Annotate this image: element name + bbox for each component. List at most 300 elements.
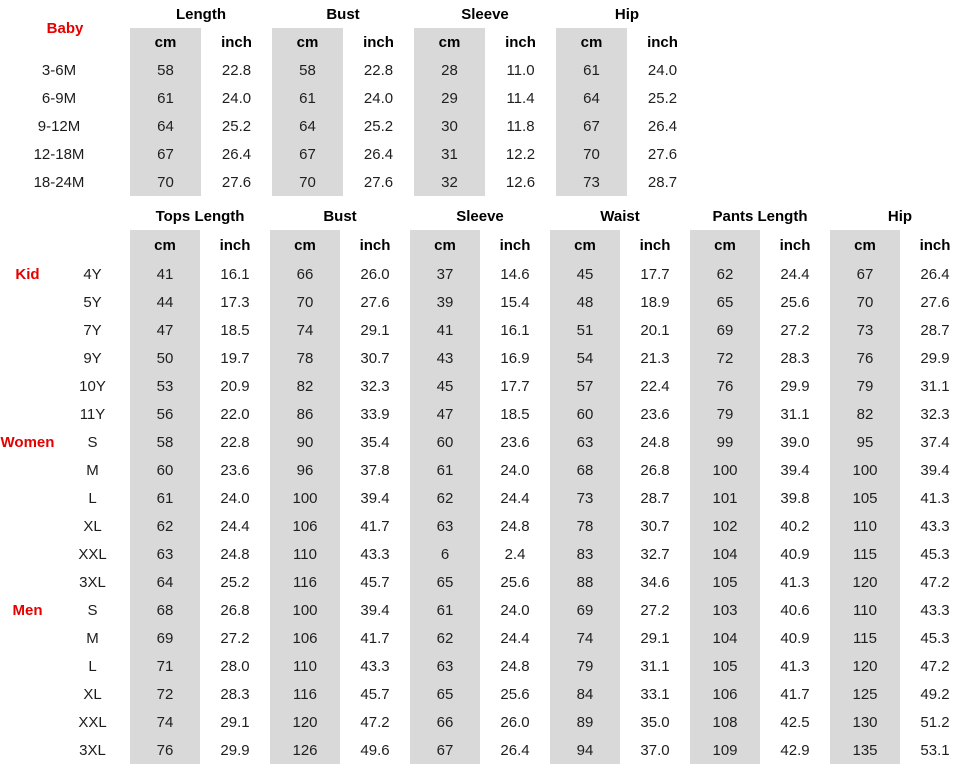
size-cell: L — [88, 657, 97, 675]
value-cell: 69 — [130, 624, 200, 652]
value-cell: 25.2 — [363, 117, 394, 135]
unit-header: cm — [414, 28, 485, 56]
table-row — [0, 344, 970, 372]
value-cell: 47.2 — [920, 657, 950, 675]
value-cell: 41.3 — [780, 657, 810, 675]
value-cell: 115 — [830, 624, 900, 652]
value-cell: 44 — [130, 288, 200, 316]
value-cell: 60 — [410, 428, 480, 456]
value-cell: 82 — [270, 372, 340, 400]
value-cell: 20.1 — [640, 321, 670, 339]
value-cell: 61 — [410, 596, 480, 624]
value-cell: 26.4 — [363, 145, 394, 163]
value-cell: 64 — [556, 84, 627, 112]
value-cell: 16.1 — [220, 265, 250, 283]
value-cell: 17.3 — [220, 293, 250, 311]
value-cell: 100 — [270, 596, 340, 624]
table-row — [0, 316, 970, 344]
value-cell: 67 — [830, 260, 900, 288]
value-cell: 41 — [130, 260, 200, 288]
value-cell: 135 — [830, 736, 900, 764]
value-cell: 104 — [690, 540, 760, 568]
category-cell — [0, 484, 55, 512]
value-cell: 28.7 — [640, 489, 670, 507]
value-cell: 17.7 — [640, 265, 670, 283]
value-cell: 116 — [270, 568, 340, 596]
size-cell: 9-12M — [37, 117, 81, 135]
value-cell: 57 — [550, 372, 620, 400]
category-cell: Kid — [15, 265, 40, 283]
value-cell: 31.1 — [920, 377, 950, 395]
category-cell: Women — [0, 433, 55, 451]
value-cell: 27.2 — [640, 601, 670, 619]
value-cell: 30.7 — [640, 517, 670, 535]
value-cell: 49.2 — [920, 685, 950, 703]
unit-header: inch — [647, 33, 678, 51]
value-cell: 41.7 — [360, 629, 390, 647]
value-cell: 62 — [410, 484, 480, 512]
value-cell: 68 — [550, 456, 620, 484]
category-cell: Men — [12, 601, 43, 619]
value-cell: 104 — [690, 624, 760, 652]
value-cell: 26.8 — [220, 601, 250, 619]
value-cell: 22.8 — [220, 433, 250, 451]
value-cell: 120 — [270, 708, 340, 736]
size-cell: 10Y — [79, 377, 106, 395]
value-cell: 64 — [130, 568, 200, 596]
size-cell: 6-9M — [41, 89, 77, 107]
value-cell: 74 — [130, 708, 200, 736]
table-row — [0, 624, 970, 652]
table-row — [0, 400, 970, 428]
unit-header: cm — [690, 230, 760, 260]
measure-header: Waist — [550, 202, 690, 230]
value-cell: 30 — [414, 112, 485, 140]
value-cell: 58 — [130, 56, 201, 84]
value-cell: 110 — [830, 512, 900, 540]
category-cell — [0, 512, 55, 540]
value-cell: 31.1 — [640, 657, 670, 675]
value-cell: 27.6 — [647, 145, 678, 163]
value-cell: 83 — [550, 540, 620, 568]
value-cell: 67 — [556, 112, 627, 140]
value-cell: 18.5 — [220, 321, 250, 339]
value-cell: 66 — [410, 708, 480, 736]
category-cell — [0, 372, 55, 400]
value-cell: 39 — [410, 288, 480, 316]
size-cell: 3-6M — [41, 61, 77, 79]
value-cell: 89 — [550, 708, 620, 736]
size-cell: XXL — [78, 713, 107, 731]
value-cell: 94 — [550, 736, 620, 764]
value-cell: 24.0 — [500, 461, 530, 479]
unit-header: inch — [919, 236, 951, 254]
value-cell: 39.4 — [360, 601, 390, 619]
value-cell: 37.4 — [920, 433, 950, 451]
value-cell: 74 — [270, 316, 340, 344]
unit-header: cm — [830, 230, 900, 260]
value-cell: 28 — [414, 56, 485, 84]
value-cell: 79 — [550, 652, 620, 680]
value-cell: 76 — [130, 736, 200, 764]
table-row — [0, 456, 970, 484]
value-cell: 72 — [690, 344, 760, 372]
unit-header: inch — [779, 236, 811, 254]
value-cell: 110 — [270, 540, 340, 568]
value-cell: 110 — [830, 596, 900, 624]
category-cell — [0, 652, 55, 680]
table-row — [0, 568, 970, 596]
size-cell: 9Y — [83, 349, 102, 367]
value-cell: 61 — [130, 84, 201, 112]
kid-women-men-size-table — [0, 202, 970, 764]
value-cell: 66 — [270, 260, 340, 288]
unit-header: inch — [639, 236, 671, 254]
unit-header: cm — [130, 230, 200, 260]
value-cell: 120 — [830, 568, 900, 596]
value-cell: 63 — [410, 652, 480, 680]
value-cell: 33.1 — [640, 685, 670, 703]
value-cell: 67 — [410, 736, 480, 764]
value-cell: 45.3 — [920, 545, 950, 563]
unit-header: inch — [359, 236, 391, 254]
size-cell: S — [87, 433, 98, 451]
value-cell: 28.3 — [220, 685, 250, 703]
table-row — [0, 428, 970, 456]
value-cell: 25.2 — [220, 573, 250, 591]
value-cell: 45.3 — [920, 629, 950, 647]
value-cell: 35.4 — [360, 433, 390, 451]
value-cell: 29.1 — [220, 713, 250, 731]
value-cell: 63 — [550, 428, 620, 456]
value-cell: 11.0 — [506, 61, 535, 79]
value-cell: 40.2 — [780, 517, 810, 535]
value-cell: 58 — [130, 428, 200, 456]
value-cell: 24.8 — [640, 433, 670, 451]
value-cell: 90 — [270, 428, 340, 456]
value-cell: 70 — [830, 288, 900, 316]
value-cell: 28.7 — [920, 321, 950, 339]
value-cell: 106 — [690, 680, 760, 708]
size-cell: XXL — [78, 545, 107, 563]
value-cell: 54 — [550, 344, 620, 372]
value-cell: 43.3 — [920, 517, 950, 535]
value-cell: 120 — [830, 652, 900, 680]
value-cell: 53.1 — [920, 741, 950, 759]
unit-header: inch — [363, 33, 394, 51]
value-cell: 88 — [550, 568, 620, 596]
size-cell: L — [88, 489, 97, 507]
value-cell: 11.8 — [506, 117, 535, 135]
value-cell: 65 — [690, 288, 760, 316]
value-cell: 70 — [270, 288, 340, 316]
value-cell: 32 — [414, 168, 485, 196]
value-cell: 31.1 — [780, 405, 810, 423]
value-cell: 29.9 — [920, 349, 950, 367]
value-cell: 43.3 — [360, 657, 390, 675]
value-cell: 64 — [272, 112, 343, 140]
value-cell: 62 — [690, 260, 760, 288]
measure-header: Pants Length — [690, 202, 830, 230]
value-cell: 50 — [130, 344, 200, 372]
value-cell: 41.7 — [780, 685, 810, 703]
value-cell: 26.8 — [640, 461, 670, 479]
value-cell: 33.9 — [360, 405, 390, 423]
value-cell: 61 — [130, 484, 200, 512]
measure-header: Hip — [830, 202, 970, 230]
value-cell: 68 — [130, 596, 200, 624]
value-cell: 41 — [410, 316, 480, 344]
value-cell: 115 — [830, 540, 900, 568]
value-cell: 26.0 — [500, 713, 530, 731]
category-cell — [0, 288, 55, 316]
value-cell: 32.7 — [640, 545, 670, 563]
value-cell: 27.2 — [780, 321, 810, 339]
value-cell: 39.4 — [360, 489, 390, 507]
value-cell: 28.0 — [220, 657, 250, 675]
value-cell: 67 — [272, 140, 343, 168]
value-cell: 70 — [556, 140, 627, 168]
value-cell: 61 — [272, 84, 343, 112]
table-row — [0, 112, 698, 140]
value-cell: 24.8 — [220, 545, 250, 563]
value-cell: 106 — [270, 624, 340, 652]
measure-header: Sleeve — [414, 0, 556, 28]
value-cell: 130 — [830, 708, 900, 736]
size-cell: M — [86, 629, 99, 647]
value-cell: 110 — [270, 652, 340, 680]
value-cell: 39.8 — [780, 489, 810, 507]
value-cell: 69 — [690, 316, 760, 344]
value-cell: 24.4 — [220, 517, 250, 535]
value-cell: 69 — [550, 596, 620, 624]
value-cell: 39.4 — [780, 461, 810, 479]
value-cell: 18.9 — [640, 293, 670, 311]
value-cell: 27.6 — [221, 173, 252, 191]
measure-header: Hip — [556, 0, 698, 28]
table-row — [0, 84, 698, 112]
size-cell: 11Y — [79, 405, 106, 423]
value-cell: 25.6 — [500, 573, 530, 591]
value-cell: 20.9 — [220, 377, 250, 395]
value-cell: 45.7 — [360, 685, 390, 703]
value-cell: 39.4 — [920, 461, 950, 479]
table-row — [0, 736, 970, 764]
value-cell: 100 — [270, 484, 340, 512]
category-cell — [0, 400, 55, 428]
table-row — [0, 540, 970, 568]
value-cell: 27.2 — [220, 629, 250, 647]
table-row — [0, 652, 970, 680]
value-cell: 60 — [550, 400, 620, 428]
value-cell: 24.8 — [500, 517, 530, 535]
table-row — [0, 140, 698, 168]
value-cell: 49.6 — [360, 741, 390, 759]
value-cell: 43.3 — [360, 545, 390, 563]
value-cell: 65 — [410, 568, 480, 596]
size-cell: S — [87, 601, 98, 619]
value-cell: 51 — [550, 316, 620, 344]
value-cell: 24.0 — [363, 89, 394, 107]
value-cell: 15.4 — [500, 293, 530, 311]
table-row — [0, 56, 698, 84]
value-cell: 19.7 — [220, 349, 250, 367]
value-cell: 105 — [830, 484, 900, 512]
value-cell: 84 — [550, 680, 620, 708]
unit-header: cm — [272, 28, 343, 56]
value-cell: 62 — [410, 624, 480, 652]
value-cell: 26.0 — [360, 265, 390, 283]
table-row — [0, 288, 970, 316]
value-cell: 34.6 — [640, 573, 670, 591]
value-cell: 22.0 — [220, 405, 250, 423]
value-cell: 29.1 — [640, 629, 670, 647]
value-cell: 73 — [556, 168, 627, 196]
value-cell: 28.3 — [780, 349, 810, 367]
unit-header: cm — [550, 230, 620, 260]
value-cell: 27.6 — [363, 173, 394, 191]
value-cell: 65 — [410, 680, 480, 708]
value-cell: 28.7 — [647, 173, 678, 191]
value-cell: 53 — [130, 372, 200, 400]
value-cell: 26.4 — [920, 265, 950, 283]
value-cell: 22.8 — [221, 61, 252, 79]
value-cell: 2.4 — [504, 545, 526, 563]
value-cell: 18.5 — [500, 405, 530, 423]
value-cell: 32.3 — [360, 377, 390, 395]
value-cell: 101 — [690, 484, 760, 512]
value-cell: 40.6 — [780, 601, 810, 619]
value-cell: 48 — [550, 288, 620, 316]
value-cell: 37.0 — [640, 741, 670, 759]
value-cell: 61 — [410, 456, 480, 484]
value-cell: 105 — [690, 652, 760, 680]
value-cell: 43 — [410, 344, 480, 372]
value-cell: 29.9 — [220, 741, 250, 759]
value-cell: 40.9 — [780, 629, 810, 647]
value-cell: 24.0 — [647, 61, 678, 79]
table-row — [0, 596, 970, 624]
value-cell: 42.5 — [780, 713, 810, 731]
value-cell: 12.2 — [505, 145, 536, 163]
size-cell: 5Y — [83, 293, 102, 311]
value-cell: 24.0 — [221, 89, 252, 107]
value-cell: 14.6 — [500, 265, 530, 283]
value-cell: 67 — [130, 140, 201, 168]
table-row — [0, 260, 970, 288]
value-cell: 47 — [410, 400, 480, 428]
unit-header: cm — [270, 230, 340, 260]
value-cell: 45 — [550, 260, 620, 288]
value-cell: 27.6 — [360, 293, 390, 311]
value-cell: 47.2 — [360, 713, 390, 731]
value-cell: 108 — [690, 708, 760, 736]
value-cell: 79 — [690, 400, 760, 428]
value-cell: 23.6 — [500, 433, 530, 451]
value-cell: 106 — [270, 512, 340, 540]
size-cell: 4Y — [83, 265, 102, 283]
value-cell: 25.6 — [780, 293, 810, 311]
measure-header: Bust — [272, 0, 414, 28]
value-cell: 70 — [272, 168, 343, 196]
table-row — [0, 512, 970, 540]
measure-header: Bust — [270, 202, 410, 230]
value-cell: 24.4 — [780, 265, 810, 283]
corner-spacer — [0, 202, 130, 260]
table-row — [0, 168, 698, 196]
unit-header: inch — [219, 236, 251, 254]
value-cell: 40.9 — [780, 545, 810, 563]
value-cell: 100 — [830, 456, 900, 484]
measure-header: Sleeve — [410, 202, 550, 230]
value-cell: 32.3 — [920, 405, 950, 423]
value-cell: 22.8 — [363, 61, 394, 79]
category-cell — [0, 316, 55, 344]
size-cell: M — [86, 461, 99, 479]
size-cell: 3XL — [79, 573, 106, 591]
unit-header: inch — [505, 33, 536, 51]
value-cell: 26.4 — [500, 741, 530, 759]
value-cell: 99 — [690, 428, 760, 456]
value-cell: 12.6 — [505, 173, 536, 191]
size-cell: 3XL — [79, 741, 106, 759]
value-cell: 29.1 — [360, 321, 390, 339]
value-cell: 74 — [550, 624, 620, 652]
value-cell: 116 — [270, 680, 340, 708]
value-cell: 23.6 — [640, 405, 670, 423]
table-row — [0, 708, 970, 736]
unit-header: cm — [130, 28, 201, 56]
baby-size-table — [0, 0, 698, 196]
value-cell: 78 — [550, 512, 620, 540]
size-cell: XL — [83, 517, 102, 535]
category-cell — [0, 540, 55, 568]
value-cell: 25.2 — [647, 89, 678, 107]
value-cell: 96 — [270, 456, 340, 484]
value-cell: 86 — [270, 400, 340, 428]
category-cell — [0, 680, 55, 708]
value-cell: 24.4 — [500, 489, 530, 507]
value-cell: 125 — [830, 680, 900, 708]
value-cell: 102 — [690, 512, 760, 540]
value-cell: 51.2 — [920, 713, 950, 731]
category-cell — [0, 344, 55, 372]
table-row — [0, 484, 970, 512]
value-cell: 72 — [130, 680, 200, 708]
value-cell: 21.3 — [640, 349, 670, 367]
category-cell — [0, 568, 55, 596]
value-cell: 17.7 — [500, 377, 530, 395]
table-row — [0, 680, 970, 708]
value-cell: 25.2 — [221, 117, 252, 135]
unit-header: inch — [221, 33, 252, 51]
value-cell: 24.4 — [500, 629, 530, 647]
value-cell: 22.4 — [640, 377, 670, 395]
table-row — [0, 372, 970, 400]
value-cell: 26.4 — [647, 117, 678, 135]
unit-header: cm — [410, 230, 480, 260]
value-cell: 26.4 — [221, 145, 252, 163]
category-cell — [0, 624, 55, 652]
value-cell: 24.0 — [220, 489, 250, 507]
value-cell: 76 — [830, 344, 900, 372]
value-cell: 6 — [410, 540, 480, 568]
value-cell: 95 — [830, 428, 900, 456]
category-cell — [0, 736, 55, 764]
value-cell: 103 — [690, 596, 760, 624]
measure-header: Length — [130, 0, 272, 28]
value-cell: 73 — [830, 316, 900, 344]
